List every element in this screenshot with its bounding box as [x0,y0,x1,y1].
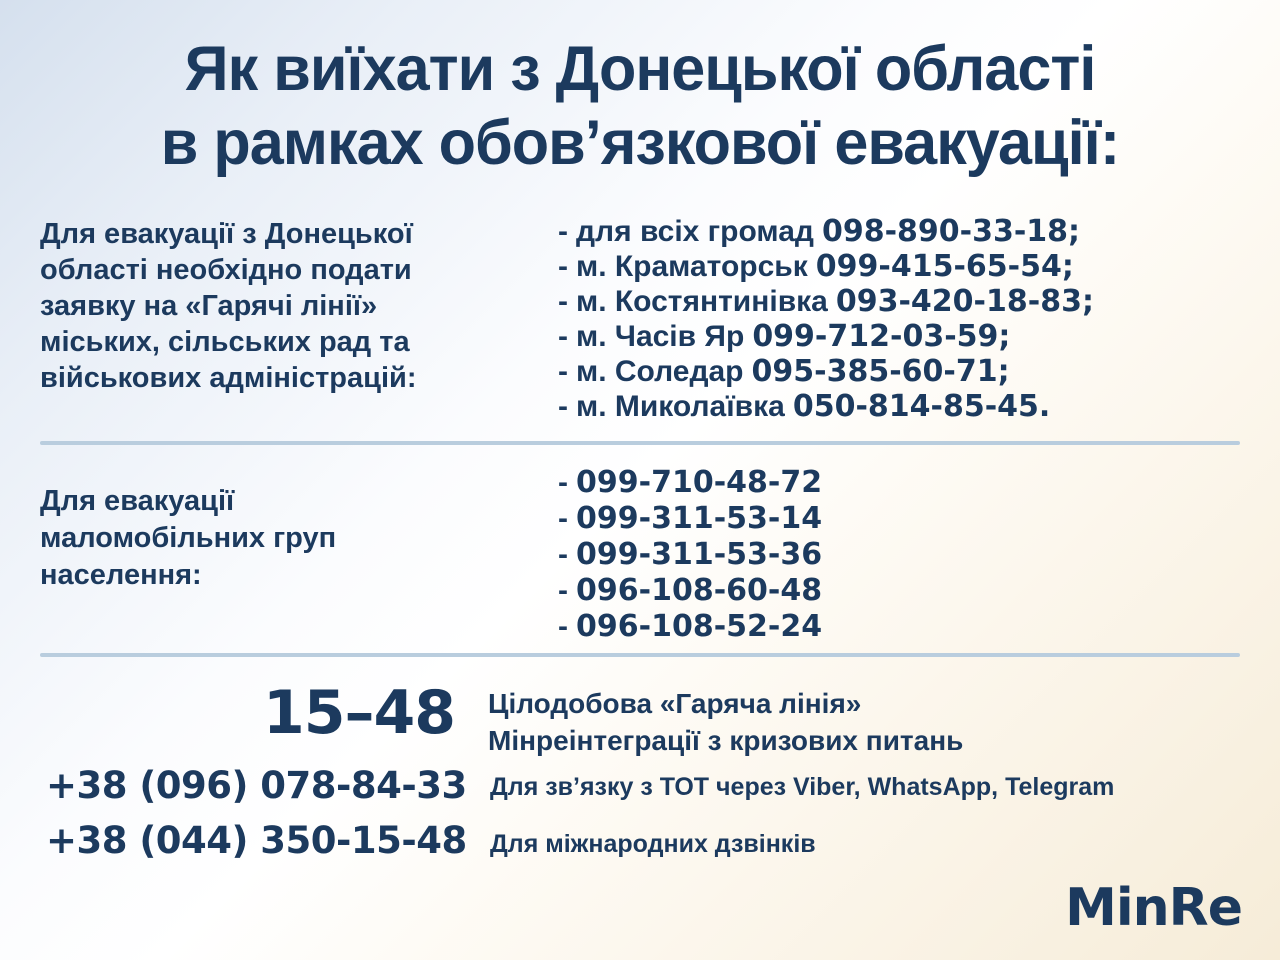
phone-number: 096-108-52-24 [576,609,823,644]
hotline-label: м. Костянтинівка [576,285,828,318]
phone-row [558,537,822,573]
hotline-row [558,284,1094,319]
bullet-dash: - [558,320,568,353]
intl-phone-calls: +38 (044) 350-15-48 [46,819,467,862]
phone-number: 096-108-60-48 [576,573,823,608]
intl-phone-viber: +38 (096) 078-84-33 [46,764,467,807]
hotline-description-line: Мінреінтеграції з кризових питань [488,725,964,756]
bullet-dash: - [558,390,568,423]
bullet-dash: - [558,574,568,607]
bullet-dash: - [558,355,568,388]
phone-row [558,609,822,645]
hotline-row [558,389,1094,424]
hotline-phone: 095-385-60-71; [751,354,1010,389]
hotline-label: м. Краматорськ [576,250,808,283]
section2-intro [40,483,480,594]
hotline-row [558,319,1094,354]
bullet-dash: - [558,538,568,571]
section1-intro-line: Для евакуації з Донецької [40,218,413,250]
section1-intro-line: військових адміністрацій: [40,362,417,394]
section1-hotline-list [558,214,1094,424]
hotline-label: м. Часів Яр [576,320,745,353]
hotline-row [558,214,1094,249]
hotline-label: для всіх громад [576,215,814,248]
hotline-row [558,354,1094,389]
bullet-dash: - [558,466,568,499]
section-divider [40,441,1240,445]
bullet-dash: - [558,502,568,535]
section1-intro [40,216,520,396]
phone-number: 099-311-53-36 [576,537,823,572]
short-hotline-number: 15–48 [263,678,455,748]
hotline-label: м. Миколаївка [576,390,785,423]
poster-title [19,32,1261,180]
hotline-label: м. Соледар [576,355,744,388]
minre-logo: MinRe [1065,878,1242,938]
poster-title-line2: в рамках обов’язкової евакуації: [160,108,1120,178]
section2-phone-list [558,465,822,645]
hotline-phone: 093-420-18-83; [835,284,1094,319]
phone-row [558,501,822,537]
section2-intro-line: населення: [40,559,202,591]
intl-phone-viber-desc: Для зв’язку з ТОТ через Viber, WhatsApp, Telegram [490,773,1115,801]
bullet-dash: - [558,215,568,248]
hotline-description-line: Цілодобова «Гаряча лінія» [488,688,862,719]
section1-intro-line: міських, сільських рад та [40,326,410,358]
poster-title-line1: Як виїхати з Донецької області [184,34,1096,104]
phone-row [558,465,822,501]
section1-intro-line: заявку на «Гарячі лінії» [40,290,378,322]
intl-phone-calls-desc: Для міжнародних дзвінків [490,830,816,858]
hotline-row [558,249,1094,284]
hotline-phone: 050-814-85-45. [792,389,1051,424]
phone-number: 099-710-48-72 [576,465,823,500]
hotline-phone: 099-712-03-59; [752,319,1011,354]
hotline-phone: 098-890-33-18; [821,214,1081,249]
hotline-phone: 099-415-65-54; [815,249,1074,284]
phone-row [558,573,822,609]
section2-intro-line: маломобільних груп [40,522,337,554]
bullet-dash: - [558,250,568,283]
section1-intro-line: області необхідно подати [40,254,412,286]
phone-number: 099-311-53-14 [576,501,823,536]
section2-intro-line: Для евакуації [40,485,235,517]
hotline-description [488,685,963,759]
bullet-dash: - [558,610,568,643]
section-divider [40,653,1240,657]
bullet-dash: - [558,285,568,318]
